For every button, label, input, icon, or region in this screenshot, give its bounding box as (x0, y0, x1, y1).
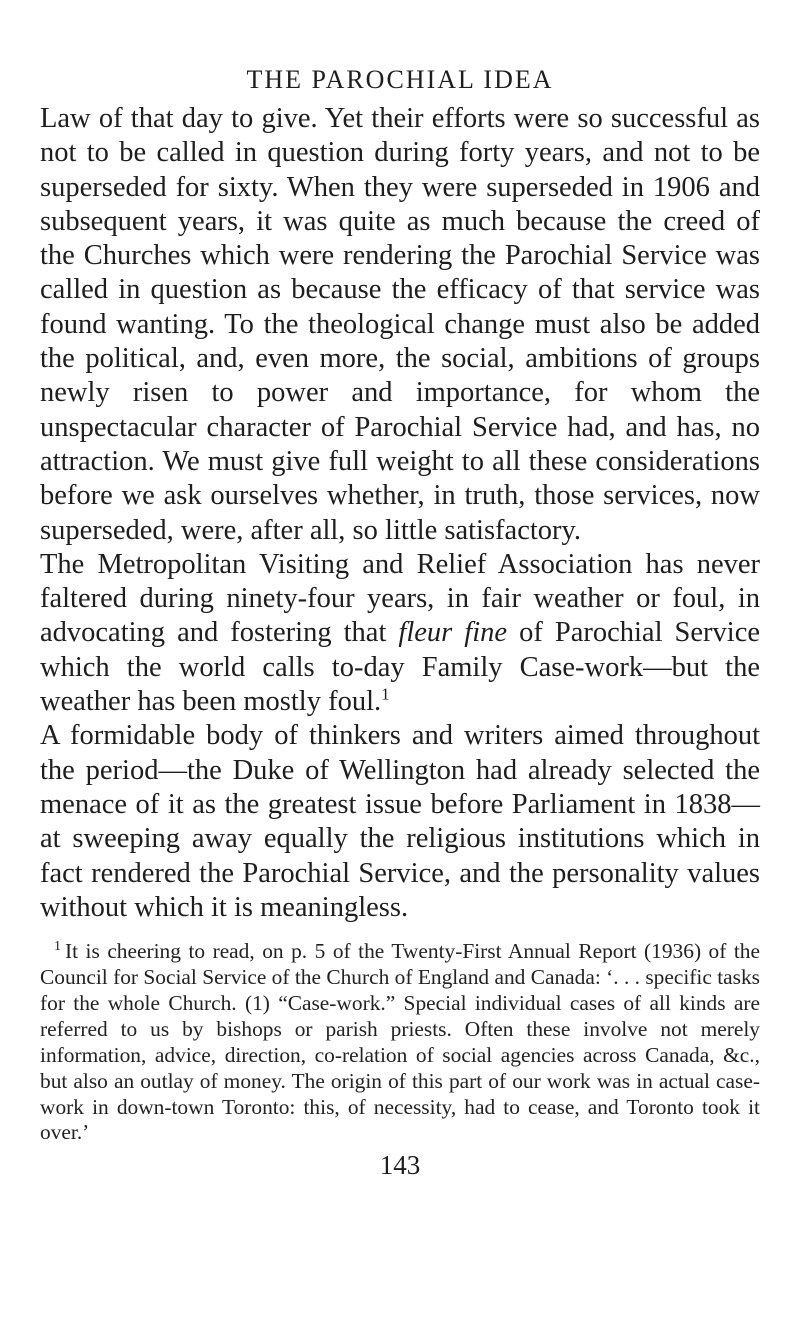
footnote-text: It is cheering to read, on p. 5 of the Twenty-First Annual Report (1936) of the Council for Social Service of the Church of England and Canada: ‘. . . specific tasks for the whole Church. (1) “Case-work.” Special individual cases of all kinds are referred to us by bishops or parish priests. Often these involve not merely information, advice, direction, co-relation of social agencies across Canada, &c., but also an outlay of money. The origin of this part of our work was in actual case-work in down-town Toronto: this, of necessity, had to cease, and Toronto took it over.’ (40, 939, 760, 1145)
book-page (40, 64, 760, 1180)
footnote-reference: 1 (381, 684, 390, 704)
paragraph-3: A formidable body of thinkers and writers aimed throughout the period—the Duke of Wellington had already selected the menace of it as the greatest issue before Parliament in 1838—at sweeping away equally the religious institutions which in fact rendered the Parochial Service, and the personality values without which it is meaningless. (40, 720, 760, 923)
footnote (40, 939, 760, 1146)
paragraph-2-text-b: of Parochial Service which the world calls to-day Family Case-work—but the weather has been mostly foul. (40, 617, 760, 718)
body-text (40, 102, 760, 925)
page-number: 143 (379, 1150, 421, 1181)
paragraph-2 (40, 548, 760, 719)
footnote-section (40, 939, 760, 1146)
paragraph-2-text-a: The Metropolitan Visiting and Relief Association has never faltered during ninety-four years, in fair weather or foul, in advocating and fostering that (40, 548, 760, 649)
footnote-marker: 1 (54, 939, 61, 954)
running-head: THE PAROCHIAL IDEA (246, 65, 554, 94)
paragraph-1: Law of that day to give. Yet their efforts were so successful as not to be called in question during forty years, and not to be superseded for sixty. When they were superseded in 1906 and subsequent years, it was quite as much because the creed of the Churches which were rendering the Parochial Service was called in question as because the efficacy of that service was found wanting. To the theological change must also be added the political, and, even more, the social, ambitions of groups newly risen to power and importance, for whom the unspectacular character of Parochial Service had, and has, no attraction. We must give full weight to all these considerations before we ask ourselves whether, in truth, those services, now superseded, were, after all, so little satisfactory. (40, 103, 760, 546)
italic-phrase: fleur fine (398, 617, 508, 649)
